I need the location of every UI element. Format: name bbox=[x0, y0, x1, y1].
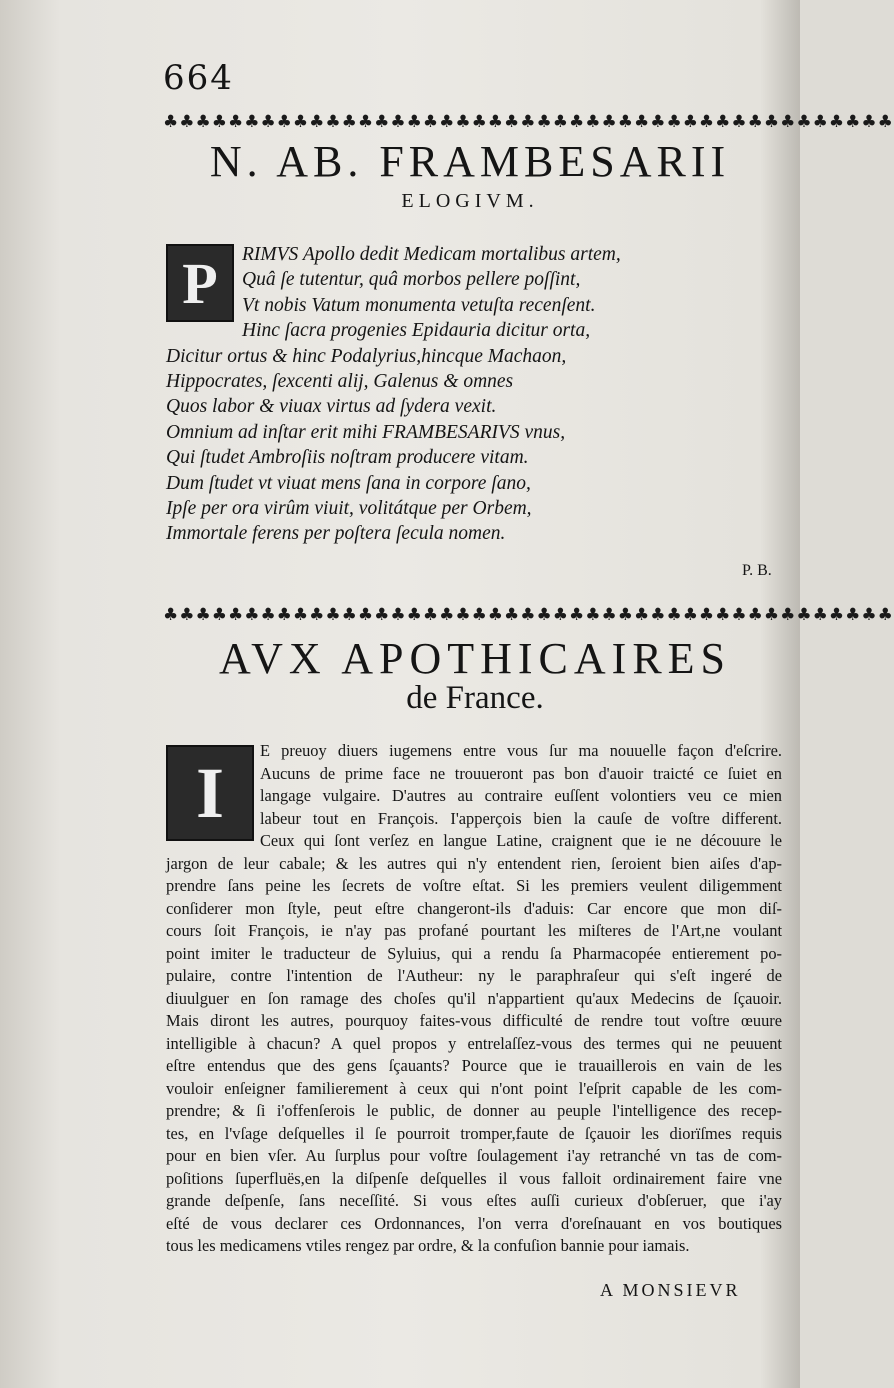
catchword: A MONSIEVR bbox=[600, 1280, 741, 1300]
body-line: E preuoy diuers iugemens entre vous ſur ma nouuelle façon d'eſcrire. bbox=[260, 741, 782, 760]
body-line: pour en bien vſer. Au ſurplus pour voſtre ſoulagement i'ay retranché vn tas de com- bbox=[166, 1146, 782, 1165]
elogium-verses bbox=[166, 242, 786, 547]
body-line: grande deſpenſe, ſans neceſſité. Si vous eſtes auſſi curieux d'obſeruer, que i'ay bbox=[166, 1191, 782, 1210]
body-line: eſtre entendus que des gens ſçauants? Pource que ie trauaillerois en vain de les bbox=[166, 1056, 782, 1075]
body-line: Aucuns de prime face ne trouueront pas bon d'auoir traicté ce ſuiet en bbox=[260, 763, 782, 783]
verse-line: Qui ſtudet Ambroſiis noſtram producere vitam. bbox=[166, 447, 529, 469]
body-line: eſté de vous declarer ces Ordonnances, l'on verra d'oreſnauant en vos boutiques bbox=[166, 1213, 782, 1233]
body-line: tes, en l'vſage deſquelles il ſe pourroit tromper,faute de ſçauoir les diorïſmes requis bbox=[166, 1123, 782, 1143]
body-line: cours ſoit François, ie n'ay pas profané pourtant les miſteres de l'Art,ne voulant bbox=[166, 921, 782, 940]
body-line: conſiderer mon ſtyle, peut eſtre changeront-ils d'aduis: Car encore que mon diſ- bbox=[166, 898, 782, 918]
verse-line: Dicitur ortus & hinc Podalyrius,hincque Machaon, bbox=[166, 345, 567, 367]
page-number: 664 bbox=[163, 58, 234, 98]
ornament-band-top: ♣♣♣♣♣♣♣♣♣♣♣♣♣♣♣♣♣♣♣♣♣♣♣♣♣♣♣♣♣♣♣♣♣♣♣♣♣♣♣♣♣♣♣♣♣ bbox=[163, 112, 894, 132]
verse-line: Hippocrates, ſexcenti alij, Galenus & omnes bbox=[166, 370, 514, 392]
verse-line: RIMVS Apollo dedit Medicam mortalibus artem, bbox=[242, 244, 621, 265]
address-body bbox=[166, 740, 782, 1258]
body-line: prendre ſans peine les ſecrets de voſtre eſtat. Si les premiers veulent diligemment bbox=[166, 876, 782, 895]
elogium-subtitle: ELOGIVM. bbox=[401, 190, 539, 212]
verse-line: Immortale ferens per poſtera ſecula nomen. bbox=[166, 523, 506, 545]
verse-line: Vt nobis Vatum monumenta vetuſta recenſent. bbox=[242, 294, 596, 316]
body-line: Ceux qui ſont verſez en langue Latine, craignent que ie ne découure le bbox=[260, 831, 782, 850]
body-line: pulaire, contre l'intention de l'Autheur: ny le paraphraſeur qui s'eſt ingeré de bbox=[166, 966, 782, 985]
body-line: diuulguer en ſon ramage des choſes qu'il n'appartient qu'aux Medecins de ſçauoir. bbox=[166, 988, 782, 1008]
body-line: Mais diront les autres, pourquoy faites-vous difficulté de rendre tout voſtre œuure bbox=[166, 1011, 782, 1030]
address-title: AVX APOTHICAIRES bbox=[218, 634, 732, 683]
address-dropcap: I bbox=[166, 745, 254, 841]
verse-line: Quâ ſe tutentur, quâ morbos pellere poſſint, bbox=[242, 269, 581, 291]
elogium-title: N. AB. FRAMBESARII bbox=[209, 137, 731, 186]
verse-line: Omnium ad inſtar erit mihi FRAMBESARIVS vnus, bbox=[166, 421, 566, 443]
body-line: jargon de leur cabale; & les autres qui n'y entendent rien, ſeroient bien aiſes d'ap- bbox=[166, 853, 782, 873]
elogium-dropcap: P bbox=[166, 244, 234, 322]
body-line: intelligible à chacun? A quel propos y entrelaſſez-vous des termes qui ne peuuent bbox=[166, 1033, 782, 1053]
elogium-signature: P. B. bbox=[742, 562, 772, 579]
body-line: vouloir enſeigner familierement à ceux qui n'ont point l'eſprit capable de les com- bbox=[166, 1078, 782, 1098]
body-line: poſitions ſuperfluës,en la diſpenſe deſquelles il vous falloit ordinairement faire vne bbox=[166, 1168, 782, 1188]
verse-line: Ipſe per ora virûm viuit, volitátque per Orbem, bbox=[166, 497, 532, 519]
verse-line: Hinc ſacra progenies Epidauria dicitur orta, bbox=[242, 320, 591, 342]
body-line: langage vulgaire. D'autres au contraire euſſent volontiers veu ce mien bbox=[260, 786, 782, 805]
ornament-band-middle: ♣♣♣♣♣♣♣♣♣♣♣♣♣♣♣♣♣♣♣♣♣♣♣♣♣♣♣♣♣♣♣♣♣♣♣♣♣♣♣♣♣♣♣♣♣ bbox=[163, 605, 894, 625]
body-line: point imiter le traducteur de Syluius, qui a rendu ſa Pharmacopée entierement po- bbox=[166, 943, 782, 963]
address-subtitle: de France. bbox=[406, 680, 544, 716]
verse-line: Dum ſtudet vt viuat mens ſana in corpore ſano, bbox=[166, 472, 531, 494]
verse-line: Quos labor & viuax virtus ad ſydera vexit. bbox=[166, 396, 497, 418]
body-line: tous les medicamens vtiles rengez par ordre, & la confuſion bannie pour iamais. bbox=[166, 1236, 690, 1255]
body-line: prendre; & ſi i'offenſerois le public, de donner au peuple l'intelligence des recep- bbox=[166, 1101, 782, 1120]
body-line: labeur tout en François. I'apperçois bien la cauſe de voſtre different. bbox=[260, 808, 782, 828]
